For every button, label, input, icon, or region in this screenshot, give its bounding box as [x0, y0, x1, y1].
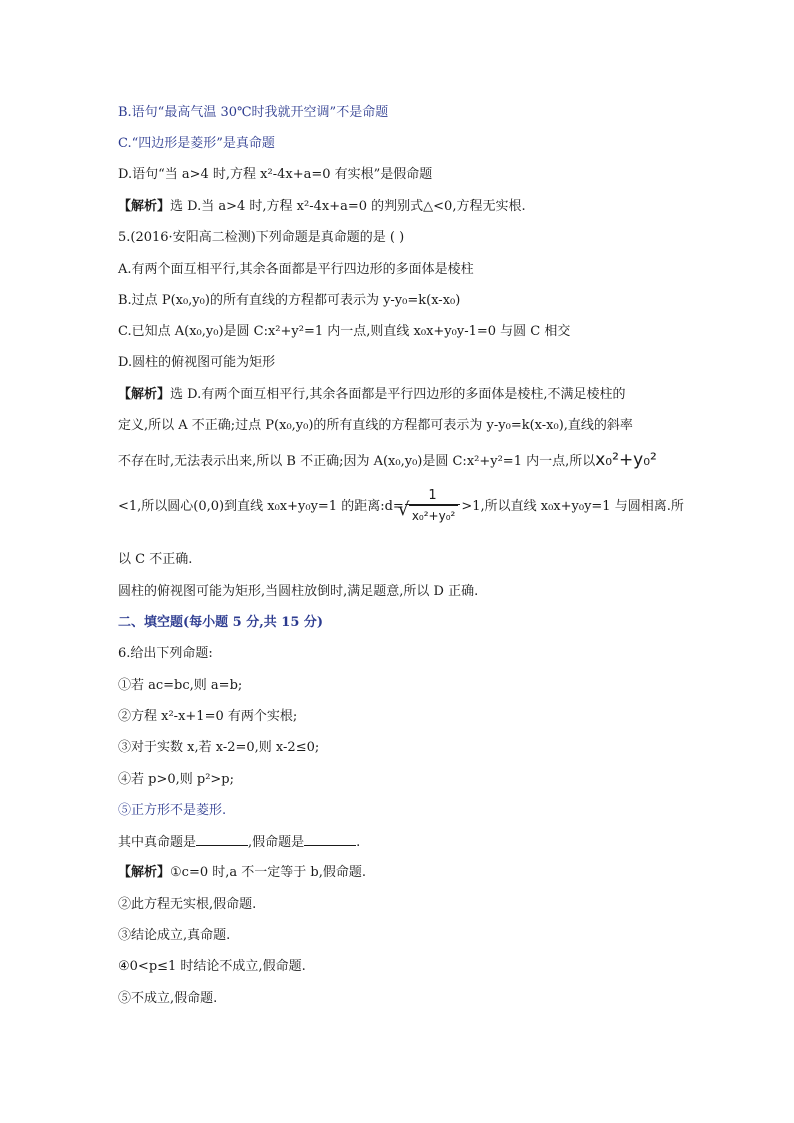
analysis-text: <1,所以圆心(0,0)到直线 x₀x+y₀y=1 的距离:d=: [118, 499, 404, 514]
q6-item-4: ④若 p>0,则 p²>p;: [118, 772, 235, 787]
q6-item-2: ②方程 x²-x+1=0 有两个实根;: [118, 709, 298, 724]
blank-middle: ,假命题是: [248, 835, 305, 850]
analysis-line-q6-5: ⑤不成立,假命题.: [118, 991, 218, 1006]
question-5-stem: 5.(2016·安阳高二检测)下列命题是真命题的是 ( ): [118, 230, 405, 245]
analysis-line-q5: [118, 386, 626, 404]
analysis-line-q6-3: ③结论成立,真命题.: [118, 928, 231, 943]
option-d-line: D.语句“当 a>4 时,方程 x²-4x+a=0 有实根”是假命题: [118, 167, 433, 182]
answer-blank-false[interactable]: [304, 833, 356, 846]
analysis-tag: 【解析】: [118, 387, 171, 402]
analysis-text: 不存在时,无法表示出来,所以 B 不正确;因为 A(x₀,y₀)是圆 C:x²+y²=1 内一点,所以: [118, 454, 596, 469]
q6-item-5: ⑤正方形不是菱形.: [118, 803, 227, 818]
blank-suffix: .: [356, 835, 361, 850]
analysis-line-q5-3: [118, 451, 657, 471]
q6-blanks-line: [118, 833, 360, 852]
analysis-line-q6-4: ④0<p≤1 时结论不成立,假命题.: [118, 959, 306, 974]
blank-prefix: 其中真命题是: [118, 835, 197, 850]
analysis-line-q5-4: [118, 488, 684, 525]
q6-item-1: ①若 ac=bc,则 a=b;: [118, 678, 243, 693]
distance-fraction: [405, 488, 461, 525]
analysis-text: 选 D.当 a>4 时,方程 x²-4x+a=0 的判别式△<0,方程无实根.: [170, 199, 526, 214]
analysis-line-q5-6: 圆柱的俯视图可能为矩形,当圆柱放倒时,满足题意,所以 D 正确.: [118, 584, 479, 599]
section-heading: 二、填空题(每小题 5 分,共 15 分): [118, 615, 324, 630]
analysis-text: >1,所以直线 x₀x+y₀y=1 与圆相离.所: [461, 499, 684, 514]
formula-sum-squares: x₀²+y₀²: [595, 450, 657, 470]
option-b-line: B.语句“最高气温 30℃时我就开空调”不是命题: [118, 105, 389, 120]
q5-option-b: B.过点 P(x₀,y₀)的所有直线的方程都可表示为 y-y₀=k(x-x₀): [118, 293, 461, 308]
analysis-tag: 【解析】: [118, 199, 171, 214]
fraction-numerator: 1: [428, 488, 437, 503]
analysis-line-q6-2: ②此方程无实根,假命题.: [118, 897, 257, 912]
analysis-line-q5-2: 定义,所以 A 不正确;过点 P(x₀,y₀)的所有直线的方程都可表示为 y-y₀=k(x-x₀),直线的斜率: [118, 418, 633, 433]
analysis-text: ①c=0 时,a 不一定等于 b,假命题.: [170, 865, 366, 880]
analysis-line-q4: [118, 198, 526, 216]
analysis-text: 选 D.有两个面互相平行,其余各面都是平行四边形的多面体是棱柱,不满足棱柱的: [170, 387, 626, 402]
q5-option-d: D.圆柱的俯视图可能为矩形: [118, 355, 276, 370]
answer-blank-true[interactable]: [196, 833, 248, 846]
question-6-stem: 6.给出下列命题:: [118, 646, 213, 661]
sqrt-radical: √ x₀²+y₀²: [409, 505, 459, 525]
analysis-tag: 【解析】: [118, 865, 171, 880]
analysis-line-q6: [118, 864, 366, 882]
q5-option-a: A.有两个面互相平行,其余各面都是平行四边形的多面体是棱柱: [118, 262, 474, 277]
analysis-line-q5-5: 以 C 不正确.: [118, 552, 193, 567]
q6-item-3: ③对于实数 x,若 x-2=0,则 x-2≤0;: [118, 740, 320, 755]
fraction-denominator: [405, 504, 461, 525]
q5-option-c: C.已知点 A(x₀,y₀)是圆 C:x²+y²=1 内一点,则直线 x₀x+y₀y-1=0 与圆 C 相交: [118, 324, 571, 339]
option-c-line: C.“四边形是菱形”是真命题: [118, 136, 275, 151]
